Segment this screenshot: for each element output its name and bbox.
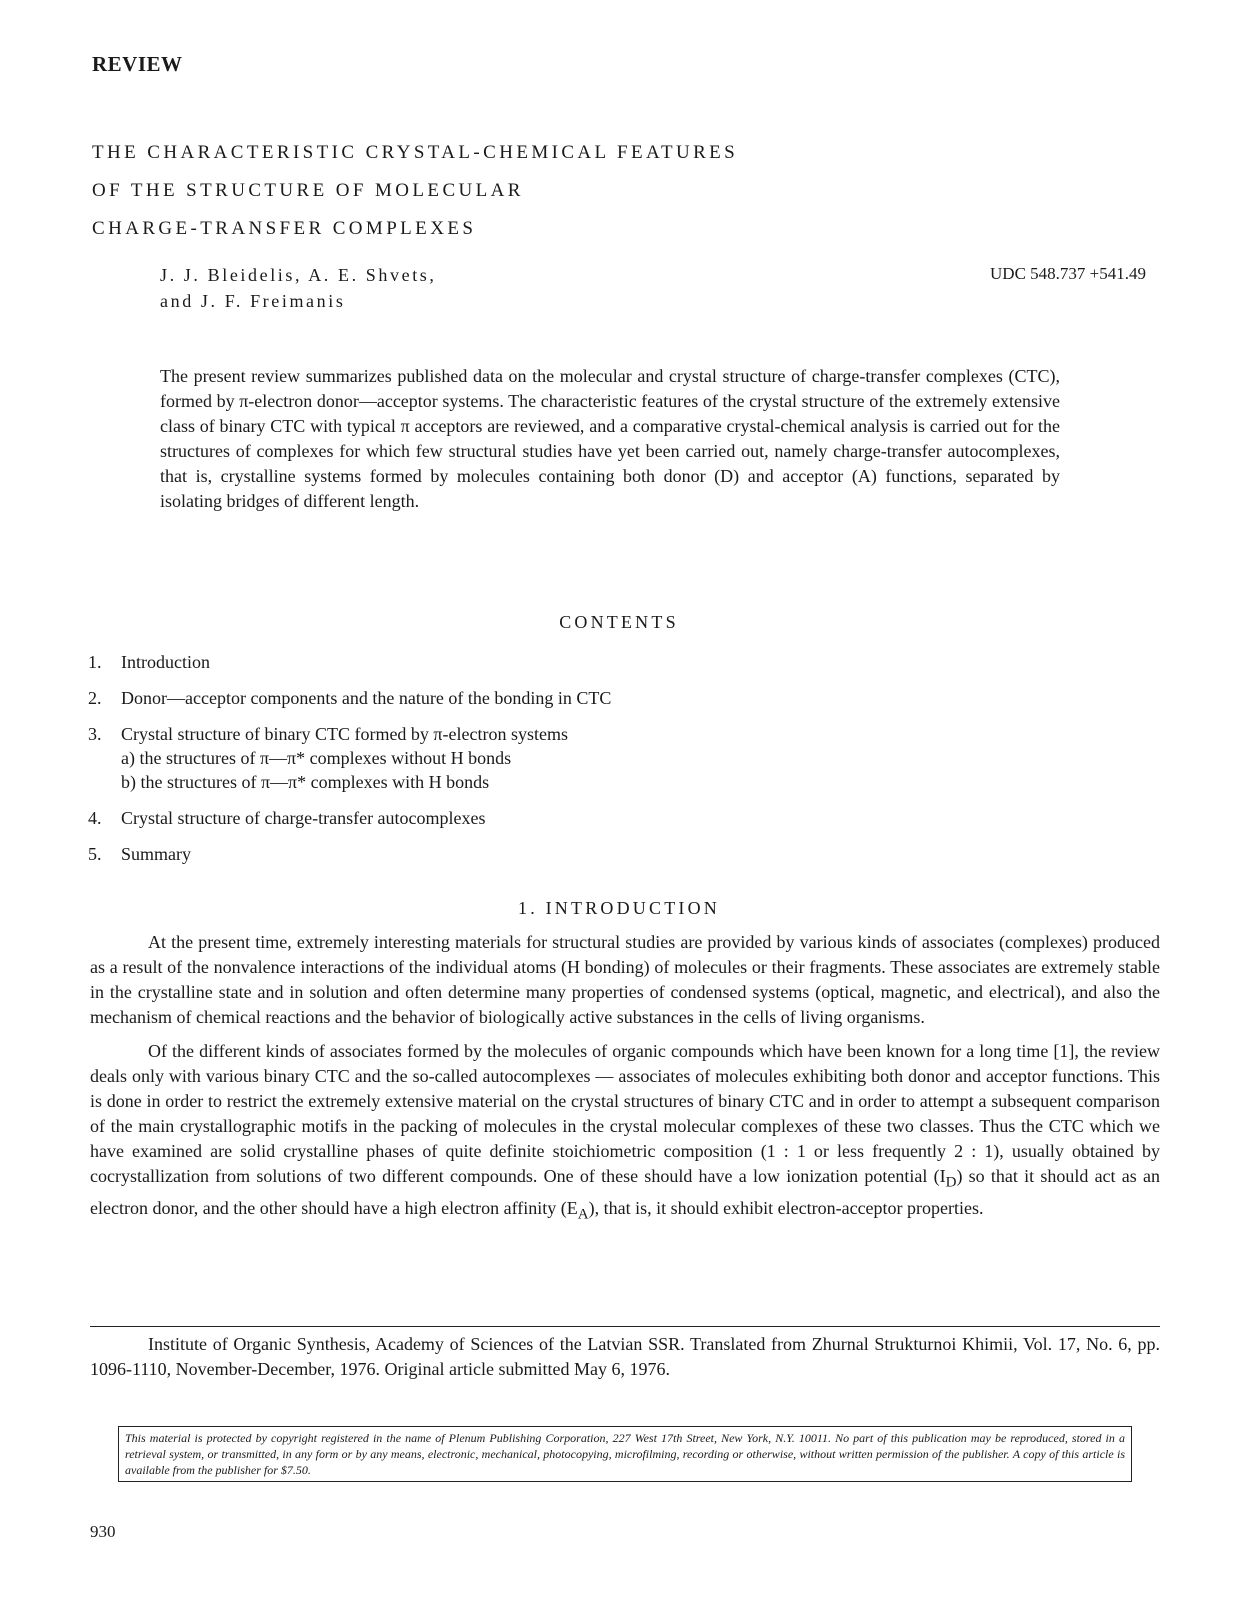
introduction-body (90, 930, 1160, 1236)
toc-number: 3. (88, 724, 102, 744)
toc-text: Crystal structure of charge-transfer autocomplexes (121, 808, 486, 828)
toc-item (88, 842, 611, 866)
toc-number: 2. (88, 688, 102, 708)
toc-item (88, 650, 611, 674)
table-of-contents (88, 650, 611, 878)
toc-subitem: b) the structures of π—π* complexes with H bonds (121, 772, 490, 792)
paragraph-text: ), that is, it should exhibit electron-acceptor properties. (588, 1197, 984, 1218)
toc-text: Donor—acceptor components and the nature of the bonding in CTC (121, 688, 612, 708)
section-label: REVIEW (92, 52, 183, 76)
toc-item (88, 722, 611, 794)
udc-code: UDC 548.737 +541.49 (990, 264, 1146, 283)
article-title (92, 134, 738, 248)
toc-text: Summary (121, 844, 191, 864)
title-line: CHARGE-TRANSFER COMPLEXES (92, 218, 477, 239)
author-line: and J. F. Freimanis (160, 291, 346, 311)
footnote: Institute of Organic Synthesis, Academy of Sciences of the Latvian SSR. Translated from Zhurnal Strukturnoi Khimii, Vol. 17, No. 6, pp. 1096-1110, November-December, 1976. Original article submitted May 6, 1976. (90, 1334, 1160, 1379)
title-line: THE CHARACTERISTIC CRYSTAL-CHEMICAL FEATURES (92, 142, 739, 163)
toc-number: 5. (88, 844, 102, 864)
toc-number: 1. (88, 652, 102, 672)
author-line: J. J. Bleidelis, A. E. Shvets, (160, 265, 437, 285)
footnote-rule (90, 1326, 1160, 1327)
paragraph-text: Of the different kinds of associates formed by the molecules of organic compounds which have been known for a long time [1], the review deals only with various binary CTC and the so-called autocomplexes — associates of molecules exhibiting both donor and acceptor functions. This is done in order to restrict the extremely extensive material on the crystal structures of binary CTC and in order to attempt a subsequent comparison of the main crystallographic motifs in the packing of molecules in the crystal molecular complexes of these two classes. Thus the CTC which we have examined are solid crystalline phases of quite definite stoichiometric composition (1 : 1 or less frequently 2 : 1), usually obtained by cocrystallization from solutions of two different compounds. One of these should have a low ionization potential (I (90, 1041, 1160, 1186)
abstract: The present review summarizes published data on the molecular and crystal structure of charge-transfer complexes (CTC), formed by π-electron donor—acceptor systems. The characteristic features of the crystal structure of the extremely extensive class of binary CTC with typical π acceptors are reviewed, and a comparative crystal-chemical analysis is carried out for the structures of complexes for which few structural studies have yet been carried out, namely charge-transfer autocomplexes, that is, crystalline systems formed by molecules containing both donor (D) and acceptor (A) functions, separated by isolating bridges of different length. (160, 366, 1060, 511)
toc-item (88, 686, 611, 710)
subscript: D (945, 1174, 957, 1191)
toc-text: Introduction (121, 652, 210, 672)
body-paragraph (90, 1039, 1160, 1227)
title-line: OF THE STRUCTURE OF MOLECULAR (92, 180, 524, 201)
toc-number: 4. (88, 808, 102, 828)
authors (160, 262, 437, 314)
page-number: 930 (90, 1522, 116, 1541)
copyright-notice: This material is protected by copyright registered in the name of Plenum Publishing Corporation, 227 West 17th Street, New York, N.Y. 10011. No part of this publication may be reproduced, stored in a retrieval system, or transmitted, in any form or by any means, electronic, mechanical, photocopying, microfilming, recording or otherwise, without written permission of the publisher. A copy of this article is available from the publisher for $7.50. (118, 1426, 1132, 1482)
subscript: A (577, 1206, 589, 1223)
body-paragraph: At the present time, extremely interesting materials for structural studies are provided by various kinds of associates (complexes) produced as a result of the nonvalence interactions of the individual atoms (H bonding) of molecules or their fragments. These associates are extremely stable in the crystalline state and in solution and often determine many properties of condensed systems (optical, magnetic, and electrical), and also the mechanism of chemical reactions and the behavior of biologically active substances in the cells of living organisms. (90, 932, 1160, 1027)
paragraph-text: ) so that it should act as an electron donor, and the other should have a high electron affinity (E (90, 1166, 1160, 1218)
contents-heading: CONTENTS (559, 612, 679, 632)
toc-item (88, 806, 611, 830)
toc-subitem: a) the structures of π—π* complexes without H bonds (121, 748, 512, 768)
toc-text: Crystal structure of binary CTC formed by π-electron systems (121, 724, 568, 744)
introduction-heading: 1. INTRODUCTION (518, 898, 720, 918)
